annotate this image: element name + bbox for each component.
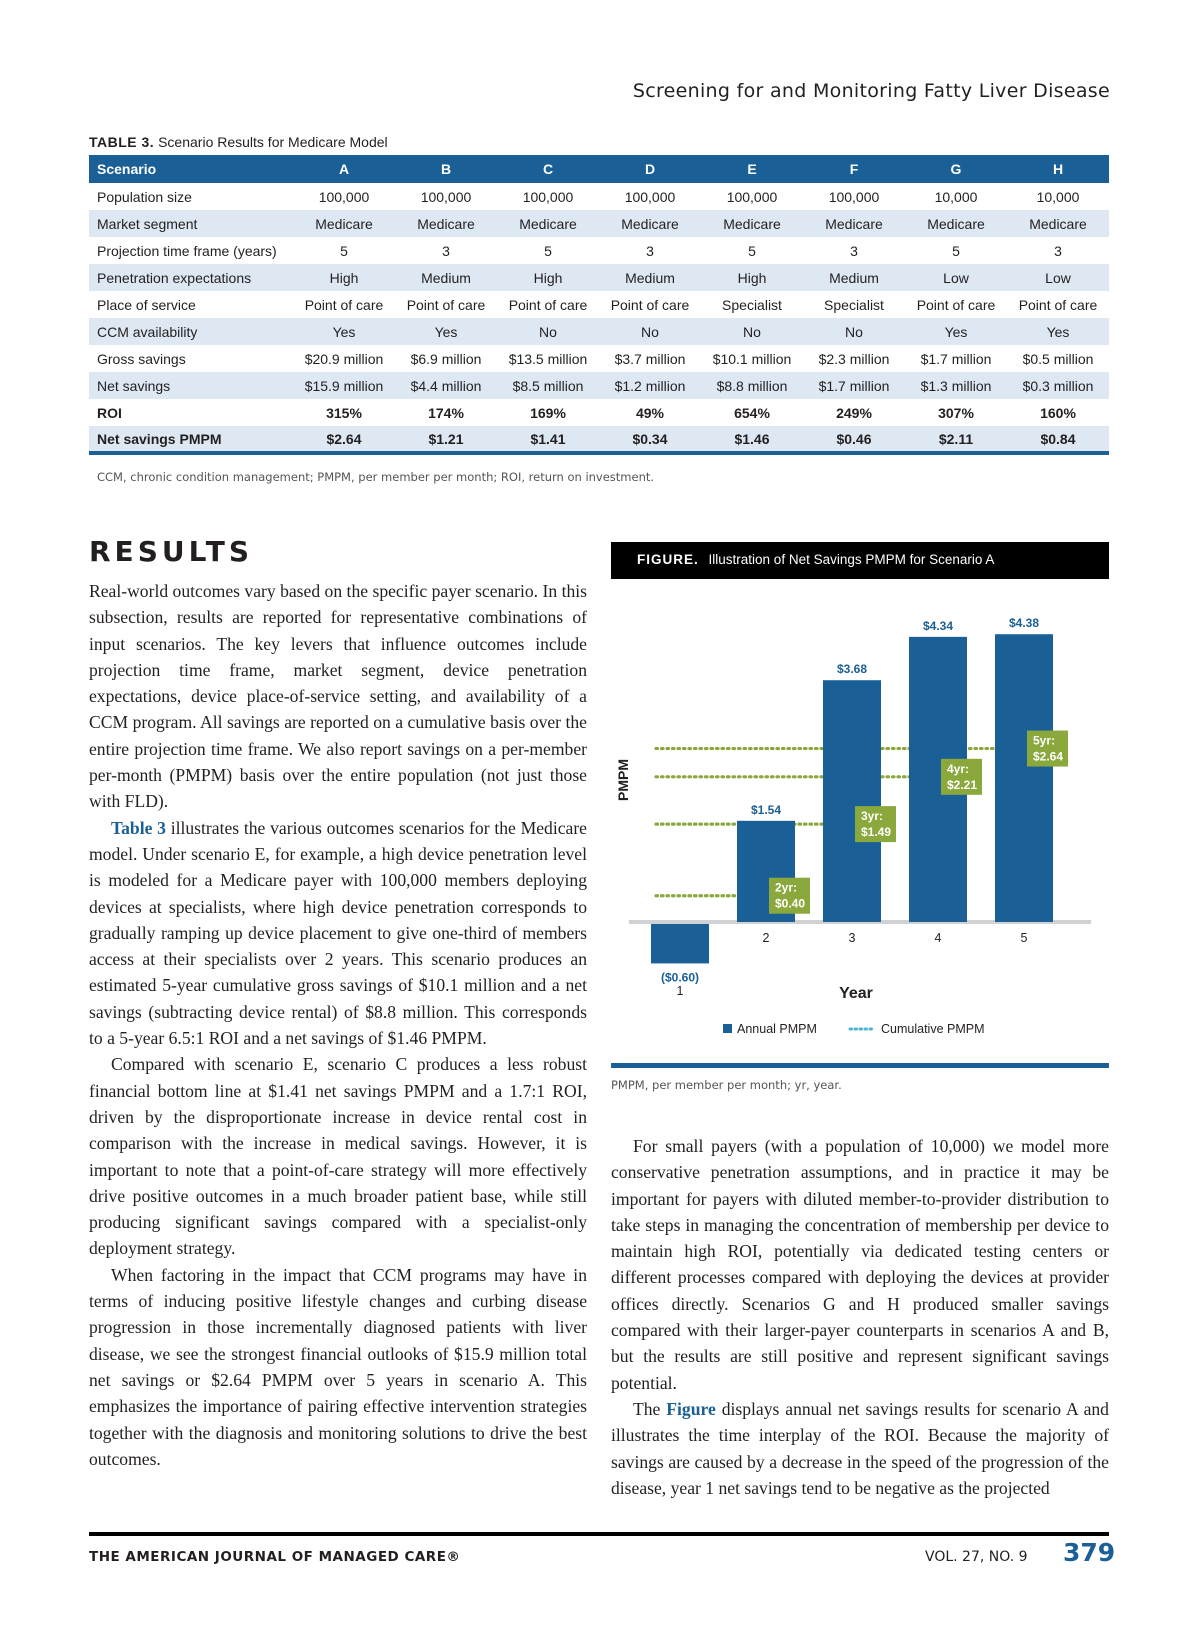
table-row	[89, 318, 1109, 345]
table-cell: $4.4 million	[395, 372, 497, 399]
table-cell: Point of care	[916, 296, 996, 313]
table-row	[89, 345, 1109, 372]
table-cell: $15.9 million	[293, 372, 395, 399]
body-column-left	[89, 578, 587, 1472]
table-cell: $1.3 million	[905, 372, 1007, 399]
table-cell: 100,000	[828, 188, 880, 205]
paragraph: Compared with scenario E, scenario C produces a less robust financial bottom line at $1.41 net savings PMPM and a 1.7:1 ROI, driven by the disproportionate increase in device rental cost in comparison with the increase in medical savings. However, it is important to note that a point-of-care strategy will more effectively drive positive outcomes in a much broader patient base, while still producing significant savings compared with a specialist-only deployment strategy.	[89, 1054, 587, 1259]
row-label: Population size	[97, 188, 192, 205]
table-cell: 160%	[1040, 404, 1076, 421]
table-cell: $1.21	[395, 426, 497, 453]
data-label: $4.38	[1008, 616, 1040, 631]
table-cell: 654%	[734, 404, 770, 421]
table-cell: Yes	[1007, 318, 1109, 345]
row-label: Net savings	[89, 372, 293, 399]
table-row	[89, 264, 1109, 291]
cumulative-label: 2yr:	[775, 880, 798, 895]
cumulative-label: $2.64	[1033, 749, 1064, 764]
table-cell: 3	[850, 242, 858, 259]
volume-issue: VOL. 27, NO. 9	[925, 1549, 1028, 1565]
table-header-row	[89, 155, 1109, 183]
table-cell: $2.64	[293, 426, 395, 453]
table-cell: $0.5 million	[1022, 350, 1094, 367]
table-cell: Medicare	[1007, 210, 1109, 237]
table-cell: Medium	[395, 264, 497, 291]
x-tick-label: 1	[676, 984, 684, 998]
column-header: D	[599, 155, 701, 183]
table-reference-link[interactable]: Table 3	[111, 817, 166, 838]
table-cell: 5	[748, 242, 756, 259]
table-cell: No	[599, 318, 701, 345]
bar	[823, 680, 884, 922]
figure-bottom-rule	[611, 1063, 1109, 1068]
body-column-right	[611, 1133, 1109, 1501]
table-cell: 100,000	[624, 188, 676, 205]
table-row	[89, 210, 1109, 237]
x-tick-label: 2	[762, 931, 770, 945]
table-cell: $1.2 million	[599, 372, 701, 399]
table-cell: Medicare	[905, 210, 1007, 237]
table-cell: 100,000	[420, 188, 472, 205]
table-cell: $0.46	[803, 426, 905, 453]
journal-name: THE AMERICAN JOURNAL OF MANAGED CARE®	[89, 1549, 461, 1565]
table-cell: Point of care	[406, 296, 486, 313]
section-heading: RESULTS	[89, 535, 254, 568]
figure-title-bar	[611, 542, 1109, 579]
table-cell: 10,000	[934, 188, 978, 205]
paragraph	[611, 1396, 1109, 1501]
table-cell: High	[293, 264, 395, 291]
table-body	[89, 183, 1109, 453]
table-row	[89, 372, 1109, 399]
page-number: 379	[1063, 1538, 1116, 1567]
table-row	[89, 399, 1109, 426]
column-header: E	[701, 155, 803, 183]
table-cell: Low	[1007, 264, 1109, 291]
table-cell: $8.8 million	[701, 372, 803, 399]
table-cell: Medicare	[701, 210, 803, 237]
table-cell: Point of care	[610, 296, 690, 313]
paragraph-text: The	[633, 1398, 667, 1419]
table-cell: Medicare	[803, 210, 905, 237]
table-cell: $6.9 million	[410, 350, 482, 367]
cumulative-label: 3yr:	[861, 809, 884, 824]
figure-reference-link[interactable]: Figure	[666, 1398, 716, 1419]
x-tick-label: 3	[848, 931, 856, 945]
table-cell: 49%	[635, 404, 665, 421]
table-cell: $10.1 million	[712, 350, 792, 367]
table-cell: High	[701, 264, 803, 291]
table-cell: Medicare	[599, 210, 701, 237]
cumulative-label: 4yr:	[947, 761, 970, 776]
table-cell: $1.41	[497, 426, 599, 453]
row-label: Gross savings	[97, 350, 186, 367]
cumulative-label: 5yr:	[1033, 733, 1056, 748]
table-cell: 315%	[326, 404, 362, 421]
table-cell: 5	[544, 242, 552, 259]
scenario-table	[89, 155, 1109, 455]
data-label: $4.34	[922, 618, 954, 633]
row-label: Place of service	[97, 296, 196, 313]
column-header: H	[1007, 155, 1109, 183]
table-cell: 100,000	[726, 188, 778, 205]
table-cell: 169%	[530, 404, 566, 421]
table-cell: 174%	[428, 404, 464, 421]
table-cell: $1.7 million	[803, 372, 905, 399]
table-cell: $1.46	[701, 426, 803, 453]
cumulative-label: $0.40	[775, 896, 806, 911]
figure-title: Illustration of Net Savings PMPM for Scenario A	[708, 552, 995, 567]
table-row	[89, 426, 1109, 453]
table-cell: 100,000	[318, 188, 370, 205]
figure-label: FIGURE.	[637, 552, 699, 567]
table-footnote: CCM, chronic condition management; PMPM, per member per month; ROI, return on investment.	[97, 470, 655, 484]
y-axis-label: PMPM	[615, 759, 631, 801]
table-cell: 249%	[836, 404, 872, 421]
table-title: Scenario Results for Medicare Model	[158, 134, 388, 150]
x-axis-label: Year	[839, 985, 873, 1002]
table-cell: Point of care	[304, 296, 384, 313]
table-cell: High	[497, 264, 599, 291]
data-label: $3.68	[836, 662, 868, 677]
table-cell: 10,000	[1036, 188, 1080, 205]
table-cell: $0.84	[1007, 426, 1109, 453]
row-label: Net savings PMPM	[89, 426, 293, 453]
footer-rule	[89, 1532, 1109, 1536]
paragraph-text: illustrates the various outcomes scenarios for the Medicare model. Under scenario E, for example, a high device penetration level is modeled for a Medicare payer with 100,000 members deploying devices at specialists, where high device penetration corresponds to gradually ramping up device placement to give one-third of members access at their specialists over 2 years. This scenario produces an estimated 5-year cumulative gross savings of $10.1 million and a net savings (subtracting device rental) of $8.8 million. This corresponds to a 5-year 6.5:1 ROI and a net savings of $1.46 PMPM.	[89, 817, 587, 1049]
cumulative-label: $1.49	[861, 825, 892, 840]
table-cell: Point of care	[508, 296, 588, 313]
table-cell: Medicare	[497, 210, 599, 237]
table-cell: Medicare	[395, 210, 497, 237]
x-tick-label: 5	[1020, 931, 1028, 945]
legend-swatch-annual	[723, 1024, 732, 1033]
legend-label-cumulative: Cumulative PMPM	[881, 1022, 985, 1036]
cumulative-label: $2.21	[947, 777, 978, 792]
running-head: Screening for and Monitoring Fatty Liver Disease	[632, 80, 1110, 102]
paragraph	[89, 815, 587, 1052]
paragraph-text: displays annual net savings results for scenario A and illustrates the time interplay of the ROI. Because the majority of savings are caused by a decrease in the speed of the progression of the disease, year 1 net savings tend to be negative as the projected	[611, 1398, 1109, 1498]
table-cell: 5	[340, 242, 348, 259]
table-cell: Yes	[905, 318, 1007, 345]
table-cell: $0.34	[599, 426, 701, 453]
column-header: A	[293, 155, 395, 183]
bar	[995, 634, 1056, 922]
row-label: CCM availability	[89, 318, 293, 345]
table-cell: No	[803, 318, 905, 345]
paragraph: For small payers (with a population of 10,000) we model more conservative penetration assumptions, and in practice it may be important for payers with diluted member-to-provider distribution to take steps in managing the concentration of membership per device to maintain high ROI, potentially via dedicated testing centers or different processes compared with deploying the devices at provider offices directly. Scenarios G and H produced smaller savings compared with their larger-payer counterparts in scenarios A and B, but the results are still positive and represent significant savings potential.	[611, 1136, 1109, 1393]
table-cell: Specialist	[824, 296, 884, 313]
column-header: F	[803, 155, 905, 183]
table-cell: 3	[442, 242, 450, 259]
table-cell: 5	[952, 242, 960, 259]
table-cell: $13.5 million	[508, 350, 588, 367]
table-cell: Low	[905, 264, 1007, 291]
table-cell: $8.5 million	[497, 372, 599, 399]
table-cell: $1.7 million	[920, 350, 992, 367]
row-label: ROI	[97, 404, 122, 421]
table-cell: 307%	[938, 404, 974, 421]
table-row	[89, 237, 1109, 264]
table-cell: Specialist	[722, 296, 782, 313]
table-cell: Point of care	[1018, 296, 1098, 313]
net-savings-chart	[611, 582, 1109, 1052]
table-label: TABLE 3.	[89, 134, 155, 150]
table-cell: $0.3 million	[1007, 372, 1109, 399]
table-cell: Yes	[293, 318, 395, 345]
table-cell: Yes	[395, 318, 497, 345]
table-cell: Medium	[803, 264, 905, 291]
paragraph: Real-world outcomes vary based on the specific payer scenario. In this subsection, results are reported for representative combinations of input scenarios. The key levers that influence outcomes include projection time frame, market segment, device penetration expectations, device place-of-service setting, and availability of a CCM program. All savings are reported on a cumulative basis over the entire projection time frame. We also report savings on a per-member per-month (PMPM) basis over the entire population (not just those with FLD).	[89, 581, 587, 812]
table-cell: 3	[646, 242, 654, 259]
table-cell: $2.11	[905, 426, 1007, 453]
table-cell: $20.9 million	[304, 350, 384, 367]
figure-footnote: PMPM, per member per month; yr, year.	[611, 1078, 842, 1092]
row-label: Penetration expectations	[89, 264, 293, 291]
table-caption	[89, 134, 388, 150]
table-cell: $2.3 million	[818, 350, 890, 367]
column-header: C	[497, 155, 599, 183]
column-header: Scenario	[89, 155, 293, 183]
table-cell: No	[701, 318, 803, 345]
paragraph: When factoring in the impact that CCM programs may have in terms of inducing positive lifestyle changes and curbing disease progression in those incrementally diagnosed patients with liver disease, we see the strongest financial outlooks of $15.9 million total net savings or $2.64 PMPM over 5 years in scenario A. This emphasizes the importance of pairing effective intervention strategies together with the diagnosis and monitoring solutions to drive the best outcomes.	[89, 1264, 587, 1469]
data-label: $1.54	[750, 802, 782, 817]
table-cell: $3.7 million	[614, 350, 686, 367]
table-cell: 100,000	[522, 188, 574, 205]
table-cell: 3	[1054, 242, 1062, 259]
table-row	[89, 291, 1109, 318]
row-label: Market segment	[89, 210, 293, 237]
table-cell: Medicare	[293, 210, 395, 237]
table-cell: No	[497, 318, 599, 345]
bar	[651, 924, 709, 963]
table-cell: Medium	[599, 264, 701, 291]
column-header: G	[905, 155, 1007, 183]
row-label: Projection time frame (years)	[97, 242, 277, 259]
table-row	[89, 183, 1109, 210]
x-tick-label: 4	[934, 931, 942, 945]
column-header: B	[395, 155, 497, 183]
data-label: ($0.60)	[660, 970, 700, 985]
legend-label-annual: Annual PMPM	[737, 1022, 817, 1036]
